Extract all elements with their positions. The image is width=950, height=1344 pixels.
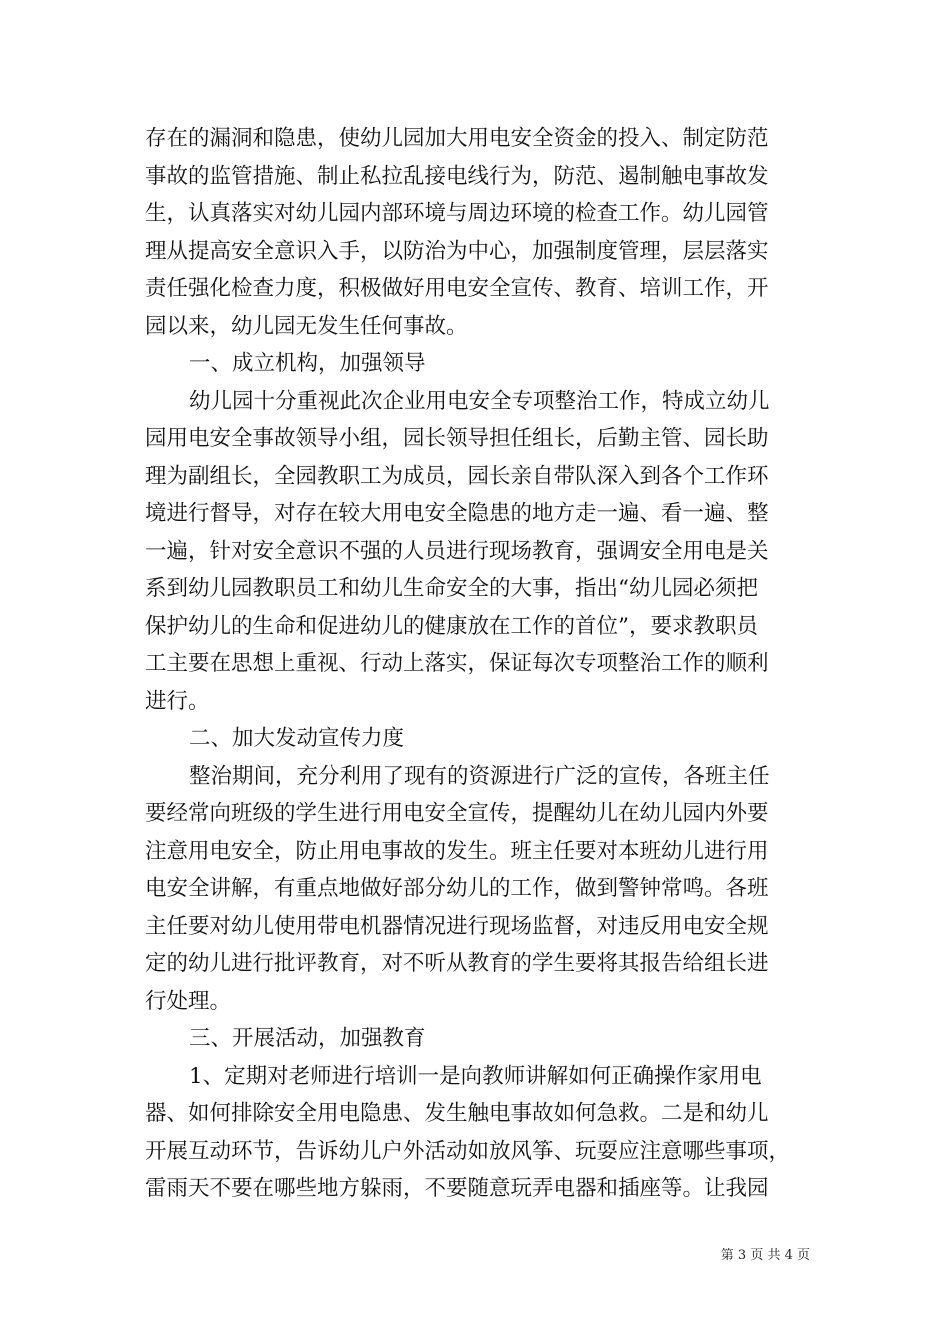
text-line: 雷雨天不要在哪些地方躲雨，不要随意玩弄电器和插座等。让我园: [145, 1176, 769, 1201]
text-line: 一遍，针对安全意识不强的人员进行现场教育，强调安全用电是关: [145, 538, 769, 564]
text-line: 注意用电安全，防止用电事故的发生。班主任要对本班幼儿进行用: [145, 838, 769, 864]
section-heading: 三、开展活动，加强教育: [189, 1026, 426, 1051]
text-line: 理从提高安全意识入手，以防治为中心，加强制度管理，层层落实: [145, 238, 769, 264]
text-line: 理为副组长，全园教职工为成员，园长亲自带队深入到各个工作环: [145, 463, 769, 489]
text-line: 工主要在思想上重视、行动上落实，保证每次专项整治工作的顺利: [145, 651, 769, 676]
text-line: 系到幼儿园教职员工和幼儿生命安全的大事，指出“幼儿园必须把: [145, 576, 758, 601]
page-number: 第 3 页 共 4 页: [720, 1248, 810, 1263]
section-heading: 二、加大发动宣传力度: [189, 726, 405, 751]
text-line: 主任要对幼儿使用带电机器情况进行现场监督，对违反用电安全规: [145, 913, 769, 939]
text-line: 园用电安全事故领导小组，园长领导担任组长，后勤主管、园长助: [145, 426, 769, 451]
text-line: 存在的漏洞和隐患，使幼儿园加大用电安全资金的投入、制定防范: [145, 126, 769, 151]
text-line: 保护幼儿的生命和促进幼儿的健康放在工作的首位”，要求教职员: [145, 613, 758, 639]
text-line: 器、如何排除安全用电隐患、发生触电事故如何急救。二是和幼儿: [145, 1101, 769, 1126]
text-line: 1、定期对老师进行培训一是向教师讲解如何正确操作家用电: [189, 1063, 762, 1089]
text-line: 开展互动环节，告诉幼儿户外活动如放风筝、玩耍应注意哪些事项，: [145, 1138, 791, 1164]
text-line: 要经常向班级的学生进行用电安全宣传，提醒幼儿在幼儿园内外要: [145, 801, 769, 826]
text-line: 幼儿园十分重视此次企业用电安全专项整治工作，特成立幼儿: [189, 388, 770, 414]
text-line: 生，认真落实对幼儿园内部环境与周边环境的检查工作。幼儿园管: [145, 201, 769, 226]
text-line: 电安全讲解，有重点地做好部分幼儿的工作，做到警钟常鸣。各班: [145, 876, 769, 901]
text-line: 园以来，幼儿园无发生任何事故。: [145, 313, 468, 339]
text-line: 事故的监管措施、制止私拉乱接电线行为，防范、遏制触电事故发: [145, 163, 769, 189]
section-heading: 一、成立机构，加强领导: [189, 351, 426, 376]
text-line: 行处理。: [145, 988, 232, 1014]
document-body: [145, 120, 805, 1208]
text-line: 境进行督导，对存在较大用电安全隐患的地方走一遍、看一遍、整: [145, 501, 769, 526]
text-line: 整治期间，充分利用了现有的资源进行广泛的宣传，各班主任: [189, 763, 770, 789]
text-line: 定的幼儿进行批评教育，对不听从教育的学生要将其报告给组长进: [145, 951, 769, 976]
text-line: 进行。: [145, 688, 210, 714]
text-line: 责任强化检查力度，积极做好用电安全宣传、教育、培训工作，开: [145, 276, 769, 301]
